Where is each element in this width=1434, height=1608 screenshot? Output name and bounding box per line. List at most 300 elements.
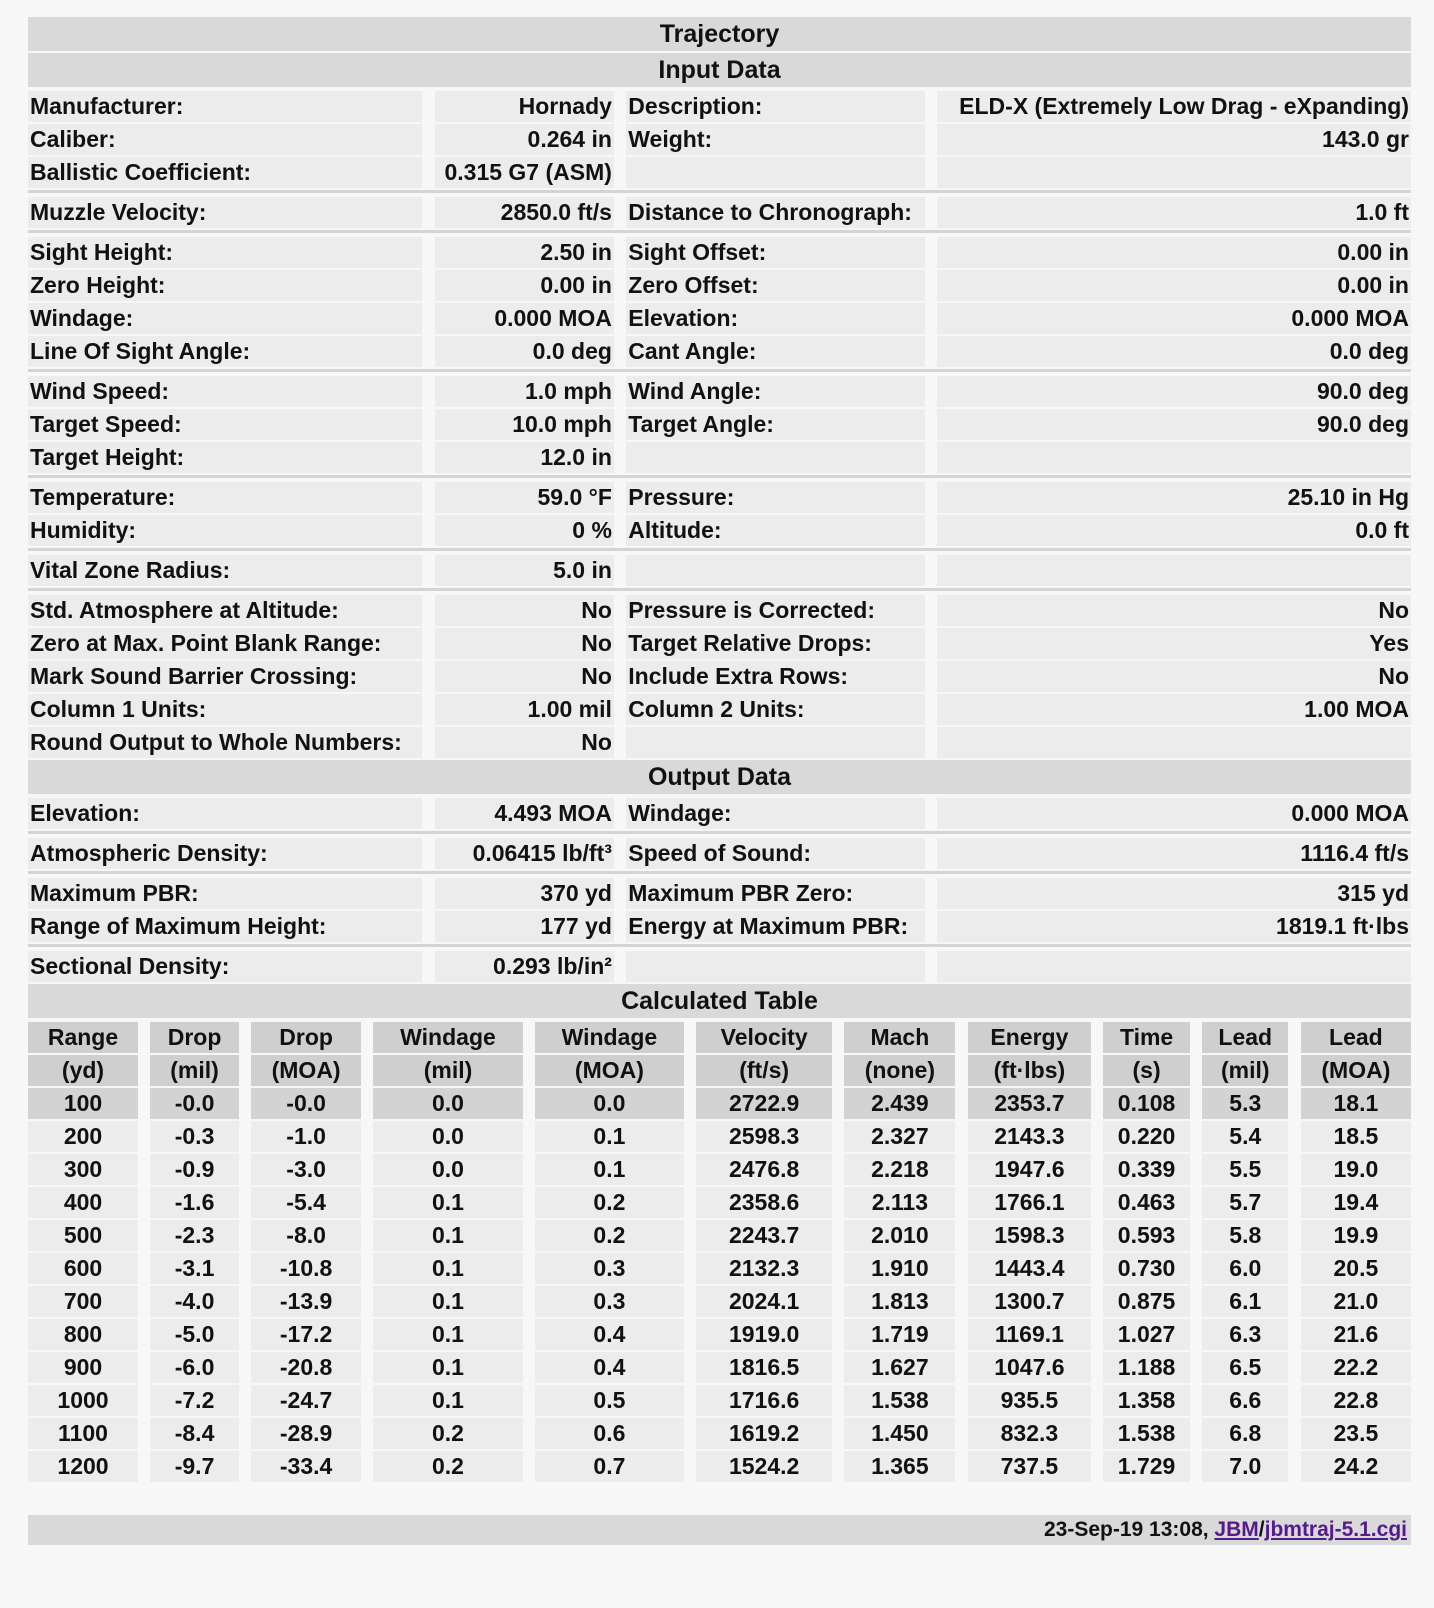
column-header: Mach xyxy=(844,1022,955,1053)
input-data-table xyxy=(28,89,1411,760)
cell-gap xyxy=(614,628,626,659)
cell-gap xyxy=(523,1253,535,1284)
table-cell: 2.327 xyxy=(844,1121,955,1152)
cell-gap xyxy=(684,1418,696,1449)
calculated-table-heading: Calculated Table xyxy=(28,984,1411,1018)
field-label xyxy=(626,157,925,188)
table-cell: 1524.2 xyxy=(696,1451,832,1482)
cell-gap xyxy=(138,1055,150,1086)
table-cell: 0.0 xyxy=(373,1121,522,1152)
field-label: Maximum PBR Zero: xyxy=(626,878,925,909)
cell-gap xyxy=(239,1121,251,1152)
cell-gap xyxy=(361,1022,373,1053)
column-header: (yd) xyxy=(28,1055,138,1086)
cell-gap xyxy=(684,1385,696,1416)
table-cell: 7.0 xyxy=(1202,1451,1288,1482)
cell-gap xyxy=(925,482,937,513)
field-label: Elevation: xyxy=(28,798,422,829)
cell-gap xyxy=(1288,1055,1300,1086)
table-cell: -7.2 xyxy=(150,1385,238,1416)
table-cell: 0.1 xyxy=(373,1352,522,1383)
cell-gap xyxy=(925,91,937,122)
cell-gap xyxy=(422,197,434,228)
field-value: 0.264 in xyxy=(435,124,614,155)
cell-gap xyxy=(422,798,434,829)
table-cell: 2.218 xyxy=(844,1154,955,1185)
table-cell: -13.9 xyxy=(251,1286,361,1317)
field-label: Sectional Density: xyxy=(28,951,422,982)
table-cell: 0.1 xyxy=(535,1121,684,1152)
cell-gap xyxy=(925,336,937,367)
cell-gap xyxy=(684,1187,696,1218)
table-cell: 1919.0 xyxy=(696,1319,832,1350)
column-header: (s) xyxy=(1103,1055,1189,1086)
table-cell: 18.5 xyxy=(1301,1121,1411,1152)
cell-gap xyxy=(925,878,937,909)
table-cell: 2024.1 xyxy=(696,1286,832,1317)
table-cell: 6.6 xyxy=(1202,1385,1288,1416)
cell-gap xyxy=(361,1154,373,1185)
table-cell: 6.5 xyxy=(1202,1352,1288,1383)
cell-gap xyxy=(832,1286,844,1317)
field-label: Vital Zone Radius: xyxy=(28,555,422,586)
cell-gap xyxy=(1190,1385,1202,1416)
cell-gap xyxy=(925,197,937,228)
cell-gap xyxy=(832,1352,844,1383)
field-value: 177 yd xyxy=(435,911,614,942)
input-row xyxy=(28,515,1411,546)
column-header: Lead xyxy=(1202,1022,1288,1053)
cell-gap xyxy=(925,694,937,725)
cell-gap xyxy=(925,376,937,407)
cell-gap xyxy=(1190,1286,1202,1317)
cell-gap xyxy=(925,303,937,334)
field-label: Atmospheric Density: xyxy=(28,838,422,869)
table-row xyxy=(28,1286,1411,1317)
table-cell: 1.365 xyxy=(844,1451,955,1482)
cell-gap xyxy=(684,1286,696,1317)
table-row xyxy=(28,1121,1411,1152)
input-data-heading: Input Data xyxy=(28,53,1411,87)
cell-gap xyxy=(1091,1286,1103,1317)
cell-gap xyxy=(1288,1121,1300,1152)
field-label xyxy=(626,727,925,758)
table-cell: 0.3 xyxy=(535,1286,684,1317)
input-row xyxy=(28,376,1411,407)
table-cell: 0.3 xyxy=(535,1253,684,1284)
column-header: Time xyxy=(1103,1022,1189,1053)
table-cell: 0.1 xyxy=(373,1385,522,1416)
table-cell: 1598.3 xyxy=(968,1220,1091,1251)
cell-gap xyxy=(925,727,937,758)
cell-gap xyxy=(955,1385,967,1416)
table-cell: 0.0 xyxy=(373,1088,522,1119)
cell-gap xyxy=(614,409,626,440)
field-label: Pressure: xyxy=(626,482,925,513)
cell-gap xyxy=(523,1121,535,1152)
field-value: No xyxy=(435,727,614,758)
cell-gap xyxy=(955,1352,967,1383)
cell-gap xyxy=(361,1220,373,1251)
header-row xyxy=(28,1022,1411,1053)
table-cell: 0.1 xyxy=(373,1220,522,1251)
field-value: No xyxy=(435,628,614,659)
column-header: Lead xyxy=(1301,1022,1411,1053)
table-cell: 300 xyxy=(28,1154,138,1185)
cell-gap xyxy=(422,442,434,473)
table-cell: 22.8 xyxy=(1301,1385,1411,1416)
table-cell: 18.1 xyxy=(1301,1088,1411,1119)
cell-gap xyxy=(614,727,626,758)
field-label: Windage: xyxy=(626,798,925,829)
cell-gap xyxy=(239,1220,251,1251)
table-cell: 1000 xyxy=(28,1385,138,1416)
cell-gap xyxy=(925,951,937,982)
cell-gap xyxy=(361,1088,373,1119)
cell-gap xyxy=(138,1286,150,1317)
field-label: Humidity: xyxy=(28,515,422,546)
column-header: Range xyxy=(28,1022,138,1053)
table-cell: 1047.6 xyxy=(968,1352,1091,1383)
table-cell: 0.339 xyxy=(1103,1154,1189,1185)
table-cell: 1300.7 xyxy=(968,1286,1091,1317)
table-cell: 1.538 xyxy=(844,1385,955,1416)
field-label: Distance to Chronograph: xyxy=(626,197,925,228)
input-row xyxy=(28,237,1411,268)
table-cell: -8.0 xyxy=(251,1220,361,1251)
table-cell: 2132.3 xyxy=(696,1253,832,1284)
table-row xyxy=(28,1220,1411,1251)
cell-gap xyxy=(1288,1451,1300,1482)
cell-gap xyxy=(955,1154,967,1185)
cell-gap xyxy=(614,555,626,586)
table-cell: 737.5 xyxy=(968,1451,1091,1482)
table-cell: 600 xyxy=(28,1253,138,1284)
cell-gap xyxy=(832,1319,844,1350)
field-label: Target Angle: xyxy=(626,409,925,440)
input-row xyxy=(28,628,1411,659)
group-separator xyxy=(28,588,1411,593)
cell-gap xyxy=(361,1319,373,1350)
cell-gap xyxy=(955,1253,967,1284)
field-value: 59.0 °F xyxy=(435,482,614,513)
cell-gap xyxy=(614,595,626,626)
field-label: Include Extra Rows: xyxy=(626,661,925,692)
table-cell: 19.0 xyxy=(1301,1154,1411,1185)
table-cell: 0.463 xyxy=(1103,1187,1189,1218)
table-cell: -0.0 xyxy=(150,1088,238,1119)
field-label: Description: xyxy=(626,91,925,122)
cell-gap xyxy=(138,1418,150,1449)
field-label: Zero Offset: xyxy=(626,270,925,301)
field-label xyxy=(626,442,925,473)
cell-gap xyxy=(422,628,434,659)
table-cell: 0.6 xyxy=(535,1418,684,1449)
column-header: Windage xyxy=(535,1022,684,1053)
table-cell: 0.1 xyxy=(373,1286,522,1317)
cell-gap xyxy=(361,1055,373,1086)
cell-gap xyxy=(523,1418,535,1449)
cell-gap xyxy=(614,197,626,228)
cell-gap xyxy=(614,157,626,188)
cell-gap xyxy=(614,878,626,909)
table-cell: 1.538 xyxy=(1103,1418,1189,1449)
field-label: Zero at Max. Point Blank Range: xyxy=(28,628,422,659)
table-cell: 0.108 xyxy=(1103,1088,1189,1119)
input-row xyxy=(28,694,1411,725)
cell-gap xyxy=(925,515,937,546)
cell-gap xyxy=(684,1088,696,1119)
column-header: (ft·lbs) xyxy=(968,1055,1091,1086)
field-label: Caliber: xyxy=(28,124,422,155)
cell-gap xyxy=(361,1121,373,1152)
field-value: Yes xyxy=(937,628,1411,659)
input-row xyxy=(28,336,1411,367)
cell-gap xyxy=(925,595,937,626)
field-value: 0.000 MOA xyxy=(937,798,1411,829)
field-label: Energy at Maximum PBR: xyxy=(626,911,925,942)
field-value: 0.0 ft xyxy=(937,515,1411,546)
table-cell: 2.010 xyxy=(844,1220,955,1251)
input-row xyxy=(28,303,1411,334)
cell-gap xyxy=(523,1055,535,1086)
table-cell: 2358.6 xyxy=(696,1187,832,1218)
field-value: 0.00 in xyxy=(435,270,614,301)
cell-gap xyxy=(684,1154,696,1185)
cell-gap xyxy=(422,694,434,725)
input-row xyxy=(28,482,1411,513)
cell-gap xyxy=(422,727,434,758)
table-cell: -24.7 xyxy=(251,1385,361,1416)
cell-gap xyxy=(955,1088,967,1119)
group-separator xyxy=(28,831,1411,836)
table-cell: -0.3 xyxy=(150,1121,238,1152)
field-value: No xyxy=(937,661,1411,692)
column-header: (mil) xyxy=(1202,1055,1288,1086)
field-value xyxy=(937,727,1411,758)
cell-gap xyxy=(239,1154,251,1185)
cell-gap xyxy=(832,1088,844,1119)
cell-gap xyxy=(422,911,434,942)
cell-gap xyxy=(614,124,626,155)
table-cell: 19.4 xyxy=(1301,1187,1411,1218)
cell-gap xyxy=(1190,1187,1202,1218)
separator-line xyxy=(28,230,1411,235)
cell-gap xyxy=(614,515,626,546)
input-row xyxy=(28,595,1411,626)
cell-gap xyxy=(523,1451,535,1482)
field-value: 10.0 mph xyxy=(435,409,614,440)
table-cell: -1.0 xyxy=(251,1121,361,1152)
table-cell: 1100 xyxy=(28,1418,138,1449)
cell-gap xyxy=(1091,1418,1103,1449)
table-cell: -28.9 xyxy=(251,1418,361,1449)
field-value: 0.0 deg xyxy=(435,336,614,367)
field-label xyxy=(626,555,925,586)
input-row xyxy=(28,197,1411,228)
table-cell: 0.730 xyxy=(1103,1253,1189,1284)
cell-gap xyxy=(955,1286,967,1317)
cell-gap xyxy=(1190,1418,1202,1449)
separator-line xyxy=(28,369,1411,374)
table-cell: 1.188 xyxy=(1103,1352,1189,1383)
cell-gap xyxy=(138,1022,150,1053)
cell-gap xyxy=(925,409,937,440)
cell-gap xyxy=(1091,1451,1103,1482)
output-row xyxy=(28,911,1411,942)
cell-gap xyxy=(1288,1022,1300,1053)
cell-gap xyxy=(614,661,626,692)
calculated-table xyxy=(28,1020,1411,1484)
output-row xyxy=(28,798,1411,829)
page-title: Trajectory xyxy=(28,17,1411,51)
table-cell: 100 xyxy=(28,1088,138,1119)
table-row xyxy=(28,1451,1411,1482)
table-cell: 900 xyxy=(28,1352,138,1383)
table-row xyxy=(28,1319,1411,1350)
cell-gap xyxy=(1091,1352,1103,1383)
table-cell: 6.1 xyxy=(1202,1286,1288,1317)
field-value: 90.0 deg xyxy=(937,409,1411,440)
table-cell: 0.1 xyxy=(535,1154,684,1185)
cell-gap xyxy=(523,1220,535,1251)
cell-gap xyxy=(1091,1022,1103,1053)
table-cell: -0.0 xyxy=(251,1088,361,1119)
output-data-heading: Output Data xyxy=(28,760,1411,794)
cell-gap xyxy=(614,694,626,725)
column-header: Windage xyxy=(373,1022,522,1053)
table-cell: 0.1 xyxy=(373,1319,522,1350)
field-label: Windage: xyxy=(28,303,422,334)
cell-gap xyxy=(1091,1187,1103,1218)
cell-gap xyxy=(138,1319,150,1350)
field-label: Ballistic Coefficient: xyxy=(28,157,422,188)
table-cell: 6.3 xyxy=(1202,1319,1288,1350)
cell-gap xyxy=(1288,1385,1300,1416)
cell-gap xyxy=(1288,1286,1300,1317)
table-cell: 0.2 xyxy=(373,1418,522,1449)
input-row xyxy=(28,157,1411,188)
table-cell: -20.8 xyxy=(251,1352,361,1383)
table-cell: 0.1 xyxy=(373,1187,522,1218)
field-label: Column 1 Units: xyxy=(28,694,422,725)
cell-gap xyxy=(422,838,434,869)
group-separator xyxy=(28,190,1411,195)
cell-gap xyxy=(523,1352,535,1383)
cell-gap xyxy=(614,482,626,513)
cell-gap xyxy=(1288,1319,1300,1350)
cell-gap xyxy=(239,1352,251,1383)
cell-gap xyxy=(614,911,626,942)
separator-line xyxy=(28,475,1411,480)
field-label: Wind Angle: xyxy=(626,376,925,407)
table-cell: 22.2 xyxy=(1301,1352,1411,1383)
cell-gap xyxy=(832,1418,844,1449)
table-cell: 832.3 xyxy=(968,1418,1091,1449)
cell-gap xyxy=(523,1319,535,1350)
group-separator xyxy=(28,475,1411,480)
field-label: Wind Speed: xyxy=(28,376,422,407)
field-value: 1819.1 ft·lbs xyxy=(937,911,1411,942)
table-cell: 2243.7 xyxy=(696,1220,832,1251)
cell-gap xyxy=(1190,1154,1202,1185)
field-label: Elevation: xyxy=(626,303,925,334)
table-cell: -6.0 xyxy=(150,1352,238,1383)
table-cell: 1.813 xyxy=(844,1286,955,1317)
jbmtraj-link[interactable]: jbmtraj-5.1.cgi xyxy=(1264,1518,1407,1541)
jbm-link[interactable]: JBM xyxy=(1214,1518,1259,1541)
cell-gap xyxy=(925,838,937,869)
column-header: Velocity xyxy=(696,1022,832,1053)
cell-gap xyxy=(1190,1121,1202,1152)
table-cell: 2143.3 xyxy=(968,1121,1091,1152)
cell-gap xyxy=(422,303,434,334)
table-cell: 21.6 xyxy=(1301,1319,1411,1350)
input-row xyxy=(28,442,1411,473)
cell-gap xyxy=(239,1022,251,1053)
table-cell: 19.9 xyxy=(1301,1220,1411,1251)
table-cell: 0.220 xyxy=(1103,1121,1189,1152)
cell-gap xyxy=(239,1385,251,1416)
cell-gap xyxy=(138,1154,150,1185)
footer xyxy=(28,1515,1411,1545)
field-label: Speed of Sound: xyxy=(626,838,925,869)
table-cell: 1619.2 xyxy=(696,1418,832,1449)
cell-gap xyxy=(138,1220,150,1251)
table-cell: 6.8 xyxy=(1202,1418,1288,1449)
cell-gap xyxy=(422,878,434,909)
table-cell: 2476.8 xyxy=(696,1154,832,1185)
cell-gap xyxy=(955,1451,967,1482)
cell-gap xyxy=(239,1319,251,1350)
output-data-table xyxy=(28,796,1411,984)
field-value: 1116.4 ft/s xyxy=(937,838,1411,869)
cell-gap xyxy=(1288,1418,1300,1449)
input-row xyxy=(28,91,1411,122)
table-cell: -17.2 xyxy=(251,1319,361,1350)
cell-gap xyxy=(1288,1187,1300,1218)
table-cell: -9.7 xyxy=(150,1451,238,1482)
table-cell: 2.113 xyxy=(844,1187,955,1218)
table-cell: 0.4 xyxy=(535,1352,684,1383)
field-value xyxy=(937,555,1411,586)
field-label: Temperature: xyxy=(28,482,422,513)
table-cell: 1169.1 xyxy=(968,1319,1091,1350)
cell-gap xyxy=(239,1187,251,1218)
field-label: Zero Height: xyxy=(28,270,422,301)
table-cell: -1.6 xyxy=(150,1187,238,1218)
cell-gap xyxy=(523,1286,535,1317)
cell-gap xyxy=(832,1055,844,1086)
table-row xyxy=(28,1253,1411,1284)
table-cell: 21.0 xyxy=(1301,1286,1411,1317)
field-value: 0.293 lb/in² xyxy=(435,951,614,982)
table-cell: 0.875 xyxy=(1103,1286,1189,1317)
field-value: 1.0 mph xyxy=(435,376,614,407)
input-row xyxy=(28,661,1411,692)
cell-gap xyxy=(832,1220,844,1251)
cell-gap xyxy=(684,1451,696,1482)
group-separator xyxy=(28,548,1411,553)
table-cell: 1716.6 xyxy=(696,1385,832,1416)
cell-gap xyxy=(684,1352,696,1383)
table-cell: 0.2 xyxy=(373,1451,522,1482)
cell-gap xyxy=(925,157,937,188)
table-cell: -5.0 xyxy=(150,1319,238,1350)
cell-gap xyxy=(138,1253,150,1284)
cell-gap xyxy=(955,1055,967,1086)
cell-gap xyxy=(1190,1220,1202,1251)
